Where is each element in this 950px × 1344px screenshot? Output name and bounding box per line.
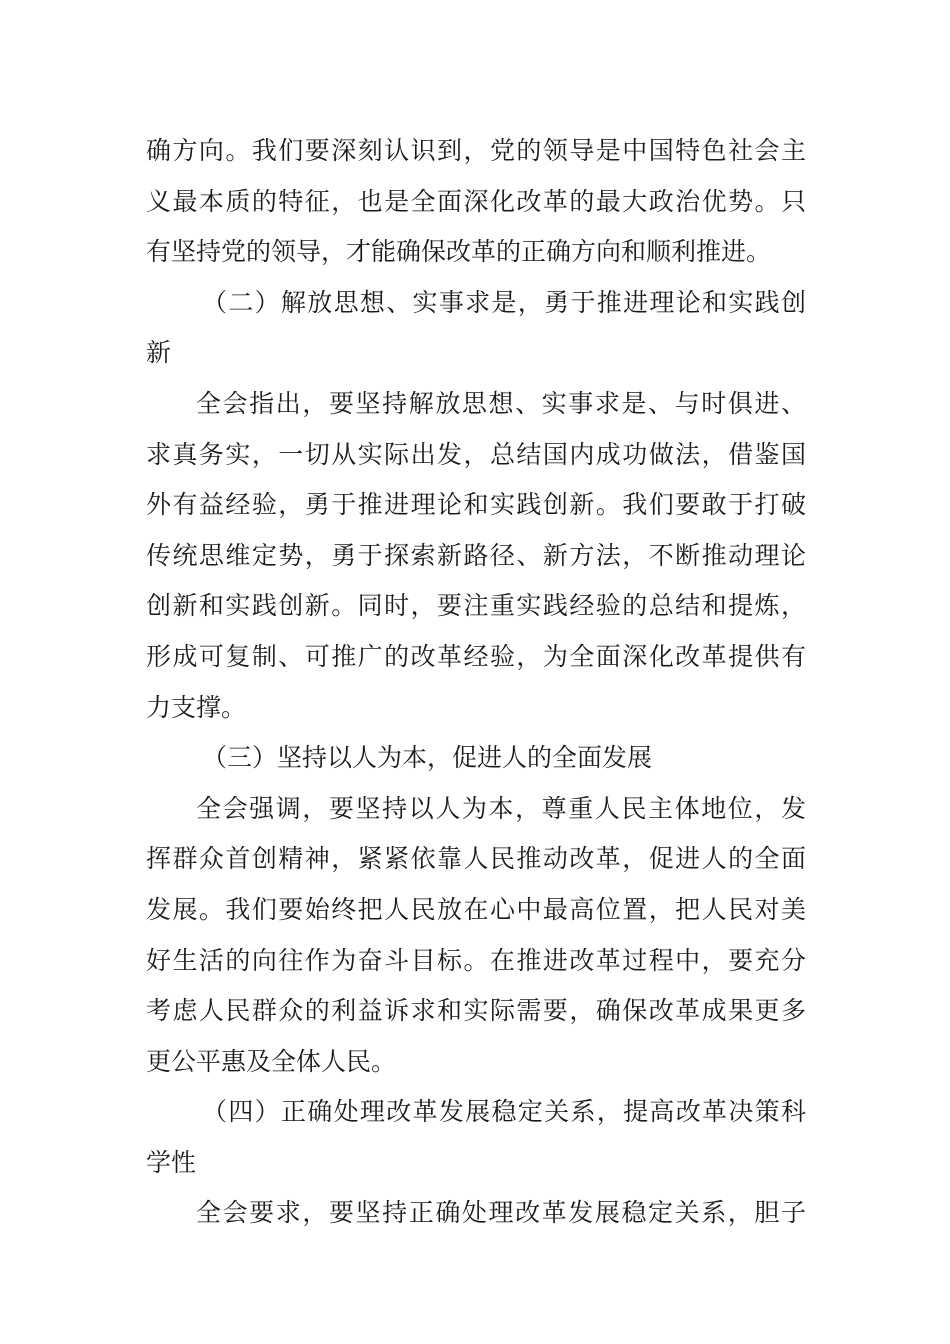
document-body (146, 126, 806, 1239)
text-line: 创新和实践创新。同时，要注重实践经验的总结和提炼， (146, 591, 806, 621)
section-heading: （三）坚持以人为本，促进人的全面发展 (202, 743, 653, 773)
section-heading: （二）解放思想、实事求是，勇于推进理论和实践创 (202, 287, 806, 317)
text-line: 确方向。我们要深刻认识到，党的领导是中国特色社会主 (146, 136, 806, 165)
text-line: 力支撑。 (146, 692, 247, 722)
text-line: 考虑人民群众的利益诉求和实际需要，确保改革成果更多 (146, 996, 806, 1026)
text-line: 好生活的向往作为奋斗目标。在推进改革过程中，要充分 (146, 945, 806, 975)
text-line: 外有益经验，勇于推进理论和实践创新。我们要敢于打破 (146, 490, 806, 520)
text-line: 有坚持党的领导，才能确保改革的正确方向和顺利推进。 (146, 237, 772, 267)
text-line: 传统思维定势，勇于探索新路径、新方法，不断推动理论 (146, 540, 806, 570)
text-line: 求真务实，一切从实际出发，总结国内成功做法，借鉴国 (146, 439, 806, 469)
text-line: 形成可复制、可推广的改革经验，为全面深化改革提供有 (146, 641, 806, 671)
paragraph-first-line: 全会指出，要坚持解放思想、实事求是、与时俱进、 (196, 388, 806, 418)
section-heading-continuation: 学性 (146, 1147, 197, 1177)
section-heading: （四）正确处理改革发展稳定关系，提高改革决策科 (202, 1097, 806, 1127)
text-line: 挥群众首创精神，紧紧依靠人民推动改革，促进人的全面 (146, 844, 806, 874)
paragraph-first-line: 全会要求，要坚持正确处理改革发展稳定关系，胆子 (196, 1198, 806, 1228)
paragraph-first-line: 全会强调，要坚持以人为本，尊重人民主体地位，发 (196, 793, 806, 823)
text-line: 义最本质的特征，也是全面深化改革的最大政治优势。只 (146, 186, 806, 216)
section-heading-continuation: 新 (146, 338, 172, 368)
text-line: 更公平惠及全体人民。 (146, 1046, 397, 1076)
text-line: 发展。我们要始终把人民放在心中最高位置，把人民对美 (146, 894, 806, 924)
